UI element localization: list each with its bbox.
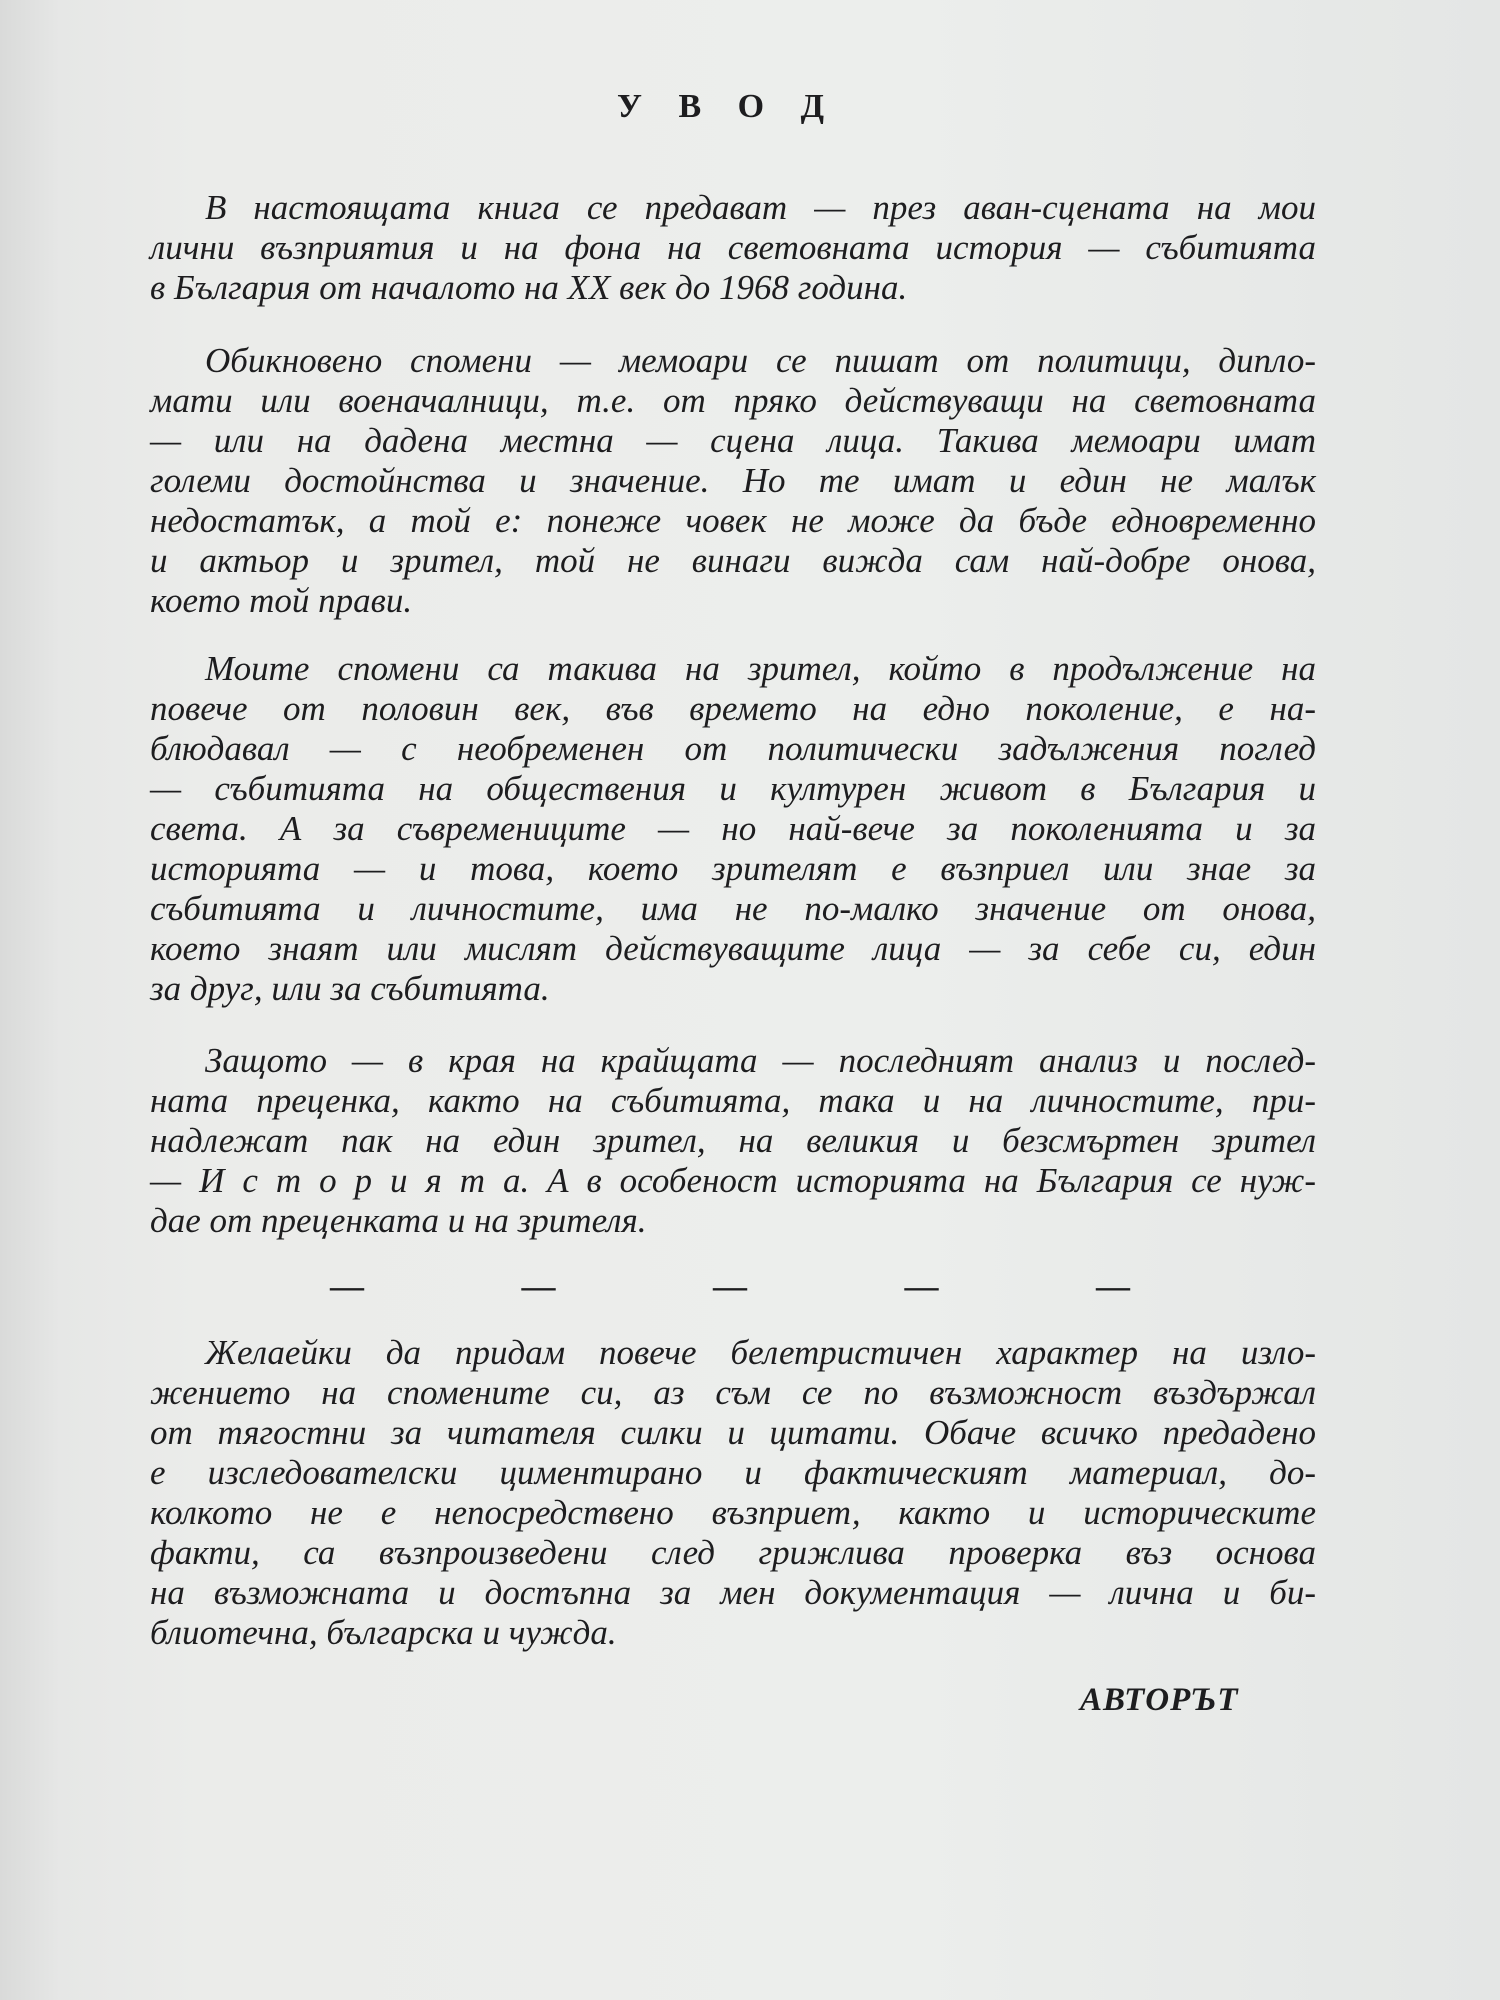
paragraph (150, 649, 1316, 1009)
text-line: ната преценка, както на събитията, така и на личностите, при- (150, 1081, 1316, 1120)
text-line: мати или военачалници, т.е. от пряко действуващи на световната (150, 381, 1316, 420)
text-line: Защото — в края на крайщата — последният анализ и послед- (205, 1041, 1316, 1080)
text-line: повече от половин век, във времето на едно поколение, е на- (150, 689, 1316, 728)
text-line: от тягостни за читателя силки и цитати. Обаче всичко предадено (150, 1413, 1316, 1452)
text-line: е изследователски циментирано и фактическият материал, до- (150, 1453, 1316, 1492)
text-line: Желаейки да придам повече белетристичен характер на изло- (205, 1333, 1316, 1372)
text-line: дае от преценката и на зрителя. (150, 1201, 647, 1240)
chapter-title: У В О Д (617, 88, 838, 125)
text-line: което той прави. (150, 581, 413, 620)
separator-dash: — (904, 1268, 939, 1305)
text-line: света. А за съвремениците — но най-вече за поколенията и за (150, 809, 1316, 848)
text-line: факти, са възпроизведени след грижлива проверка въз основа (150, 1533, 1316, 1572)
text-line: — И с т о р и я т а. А в особеност историята на България се нуж- (150, 1161, 1316, 1200)
separator-dash: — (330, 1268, 364, 1305)
text-line: което знаят или мислят действуващите лица — за себе си, един (150, 929, 1316, 968)
text-line: Моите спомени са такива на зрител, който в продължение на (205, 649, 1316, 688)
text-line: — или на дадена местна — сцена лица. Такива мемоари имат (150, 421, 1316, 460)
text-line: — събитията на обществения и културен живот в България и (150, 769, 1316, 808)
text-line: на възможната и достъпна за мен документация — лична и би- (150, 1573, 1316, 1612)
separator-dash: — (1096, 1268, 1130, 1305)
separator-dash: — (713, 1268, 747, 1305)
author-signature: АВТОРЪТ (1080, 1682, 1239, 1718)
text-line: лични възприятия и на фона на световната история — събитията (150, 228, 1316, 267)
section-separator (330, 1268, 1130, 1306)
text-line: В настоящата книга се предават — през аван-сцената на мои (205, 188, 1316, 227)
text-line: Обикновено спомени — мемоари се пишат от политици, дипло- (205, 341, 1316, 380)
text-line: колкото не е непосредствено възприет, както и историческите (150, 1493, 1316, 1532)
paragraph (150, 341, 1316, 621)
text-line: блюдавал — с необременен от политически задължения поглед (150, 729, 1316, 768)
text-line: събитията и личностите, има не по-малко значение от онова, (150, 889, 1316, 928)
text-line: жението на спомените си, аз съм се по възможност въздържал (150, 1373, 1316, 1412)
text-line: в България от началото на XX век до 1968 година. (150, 268, 908, 307)
text-line: блиотечна, българска и чужда. (150, 1613, 617, 1652)
text-line: недостатък, а той е: понеже човек не може да бъде едновременно (150, 501, 1316, 540)
paragraph (150, 188, 1316, 308)
paragraph (150, 1041, 1316, 1241)
text-line: надлежат пак на един зрител, на великия и безсмъртен зрител (150, 1121, 1316, 1160)
text-line: и актьор и зрител, той не винаги вижда сам най-добре онова, (150, 541, 1316, 580)
separator-dash: — (521, 1268, 556, 1305)
paragraph (150, 1333, 1316, 1653)
text-line: големи достойнства и значение. Но те имат и един не малък (150, 461, 1316, 500)
text-line: за друг, или за събитията. (150, 969, 550, 1008)
text-line: историята — и това, което зрителят е възприел или знае за (150, 849, 1316, 888)
